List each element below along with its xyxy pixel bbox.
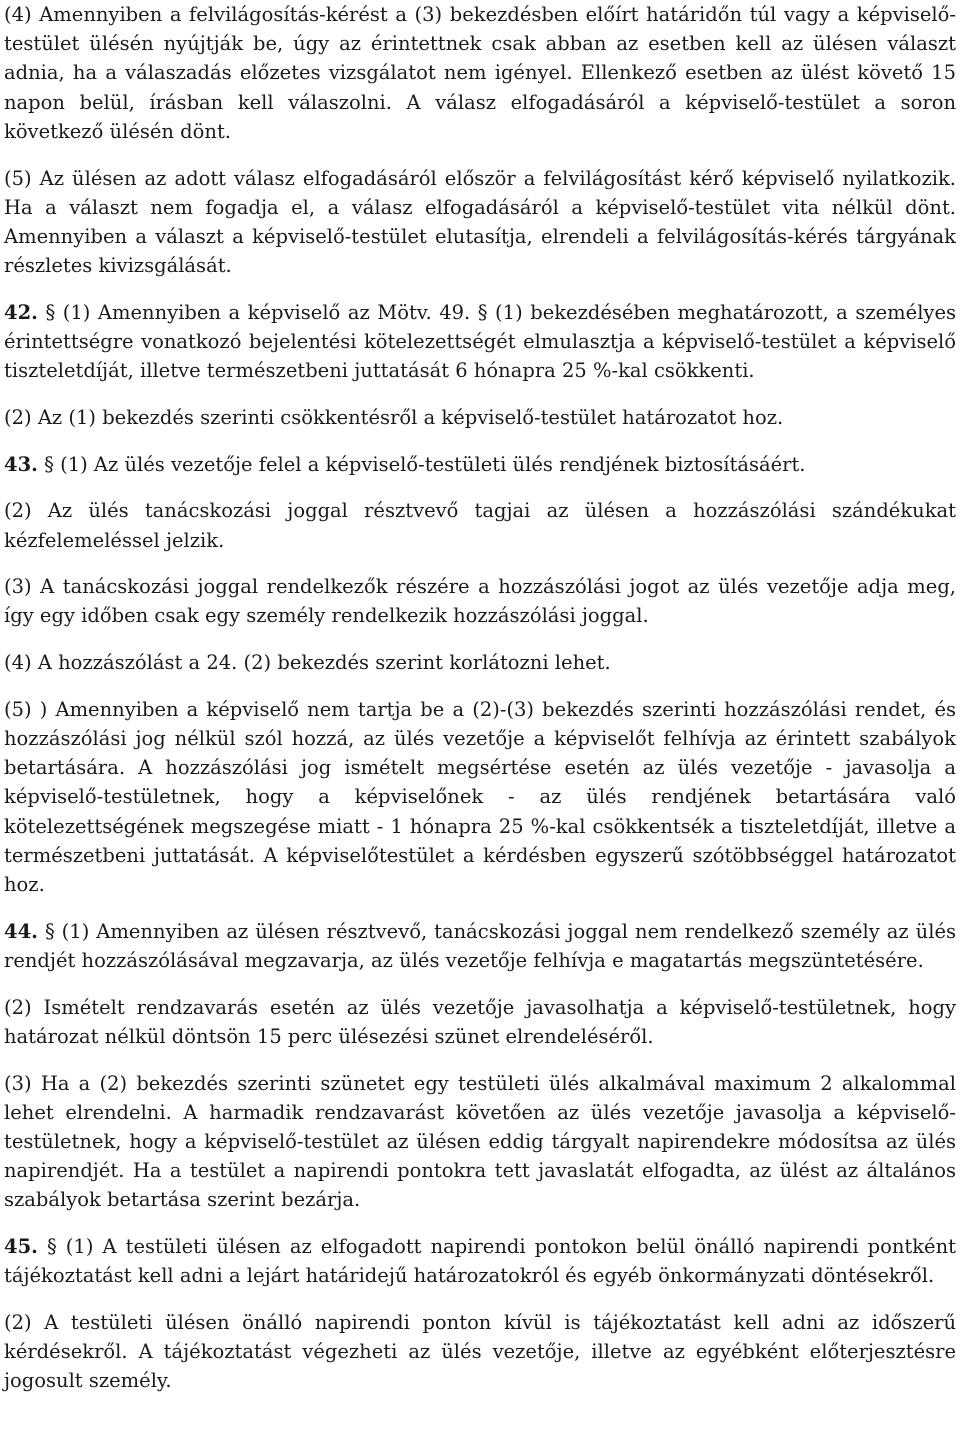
article-43-paragraph-5: (5) ) Amennyiben a képviselő nem tartja be a (2)-(3) bekezdés szerinti hozzászólási rendet, és hozzászólási jog nélkül szól hozzá, az ülés vezetője a képviselőt felhívja az érintett szabályok betartására. A hozzászólási jog ismételt megsértése esetén az ülés vezetője - javasolja a képviselő-testületnek, hogy a képviselőnek - az ülés rendjének betartására való kötelezettségének megszegése miatt - 1 hónapra 25 %-kal csökkentsék a tiszteletdíját, illetve a természetbeni juttatását. A képviselőtestület a kérdésben egyszerű szótöbbséggel határozatot hoz.: [4, 697, 956, 897]
article-42-number: 42.: [4, 300, 38, 324]
article-44-paragraph-2: (2) Ismételt rendzavarás esetén az ülés vezetője javasolhatja a képviselő-testületnek, hogy határozat nélkül döntsön 15 perc ülésezési szünet elrendeléséről.: [4, 995, 956, 1048]
article-43-paragraph-1: [4, 450, 956, 479]
section-sign: §: [44, 919, 55, 943]
article-43-paragraph-3: (3) A tanácskozási joggal rendelkezők részére a hozzászólási jogot az ülés vezetője adja meg, így egy időben csak egy személy rendelkezik hozzászólási joggal.: [4, 575, 956, 628]
article-44-text: (1) Amennyiben az ülésen résztvevő, tanácskozási joggal nem rendelkező személy az ülés rendjét hozzászólásával megzavarja, az ülés vezetője felhívja e magatartás megszüntetésére.: [4, 919, 956, 972]
article-44-paragraph-3: (3) Ha a (2) bekezdés szerinti szünetet egy testületi ülés alkalmával maximum 2 alkalommal lehet elrendelni. A harmadik rendzavarást követően az ülés vezetője javasolja a képviselő-testületnek, hogy a képviselő-testület az ülésen eddig tárgyalt napirendekre módosítsa az ülés napirendjét. Ha a testület a napirendi pontokra tett javaslatát elfogadta, az ülést az általános szabályok betartása szerint bezárja.: [4, 1071, 956, 1212]
article-45-paragraph-1: [4, 1232, 956, 1290]
article-43-paragraph-2: (2) Az ülés tanácskozási joggal résztvevő tagjai az ülésen a hozzászólási szándékukat kézfelemeléssel jelzik.: [4, 499, 956, 552]
section-sign: §: [44, 452, 54, 476]
article-43-paragraph-4: (4) A hozzászólást a 24. (2) bekezdés szerint korlátozni lehet.: [4, 651, 611, 675]
article-42-paragraph-2: (2) Az (1) bekezdés szerinti csökkentésről a képviselő-testület határozatot hoz.: [4, 405, 784, 429]
paragraph-4-4: (4) Amennyiben a felvilágosítás-kérést a (3) bekezdésben előírt határidőn túl vagy a képviselő-testület ülésén nyújtják be, úgy az érintettnek csak abban az esetben kell az ülésen választ adnia, ha a válaszadás előzetes vizsgálatot nem igényel. Ellenkező esetben az ülést követő 15 napon belül, írásban kell válaszolni. A válasz elfogadásáról a képviselő-testület a soron következő ülésén dönt.: [4, 3, 956, 143]
article-45-text: (1) A testületi ülésen az elfogadott napirendi pontokon belül önálló napirendi pontként tájékoztatást kell adni a lejárt határidejű határozatokról és egyéb önkormányzati döntésekről.: [4, 1235, 956, 1288]
article-44-number: 44.: [4, 919, 38, 943]
article-45-number: 45.: [4, 1235, 38, 1259]
section-sign: §: [45, 300, 56, 324]
section-sign: §: [47, 1235, 57, 1259]
article-44-paragraph-1: [4, 917, 956, 975]
paragraph-4-5: (5) Az ülésen az adott válasz elfogadásáról először a felvilágosítást kérő képviselő nyilatkozik. Ha a választ nem fogadja el, a válasz elfogadásáról a képviselő-testület vita nélkül dönt. Amennyiben a választ a képviselő-testület elutasítja, elrendeli a felvilágosítás-kérés tárgyának részletes kivizsgálását.: [4, 166, 956, 278]
article-42-text: (1) Amennyiben a képviselő az Mötv. 49. § (1) bekezdésében meghatározott, a személyes érintettségre vonatkozó bejelentési kötelezettségét elmulasztja a képviselő-testület a képviselő tiszteletdíját, illetve természetbeni juttatását 6 hónapra 25 %-kal csökkenti.: [4, 300, 956, 383]
article-42-paragraph-1: [4, 298, 956, 386]
article-43-text: (1) Az ülés vezetője felel a képviselő-testületi ülés rendjének biztosításáért.: [53, 452, 806, 476]
article-45-paragraph-2: (2) A testületi ülésen önálló napirendi ponton kívül is tájékoztatást kell adni az időszerű kérdésekről. A tájékoztatást végezheti az ülés vezetője, illetve az egyébként előterjesztésre jogosult személy.: [4, 1311, 956, 1393]
document-page: [4, 0, 956, 1396]
article-43-number: 43.: [4, 452, 38, 476]
